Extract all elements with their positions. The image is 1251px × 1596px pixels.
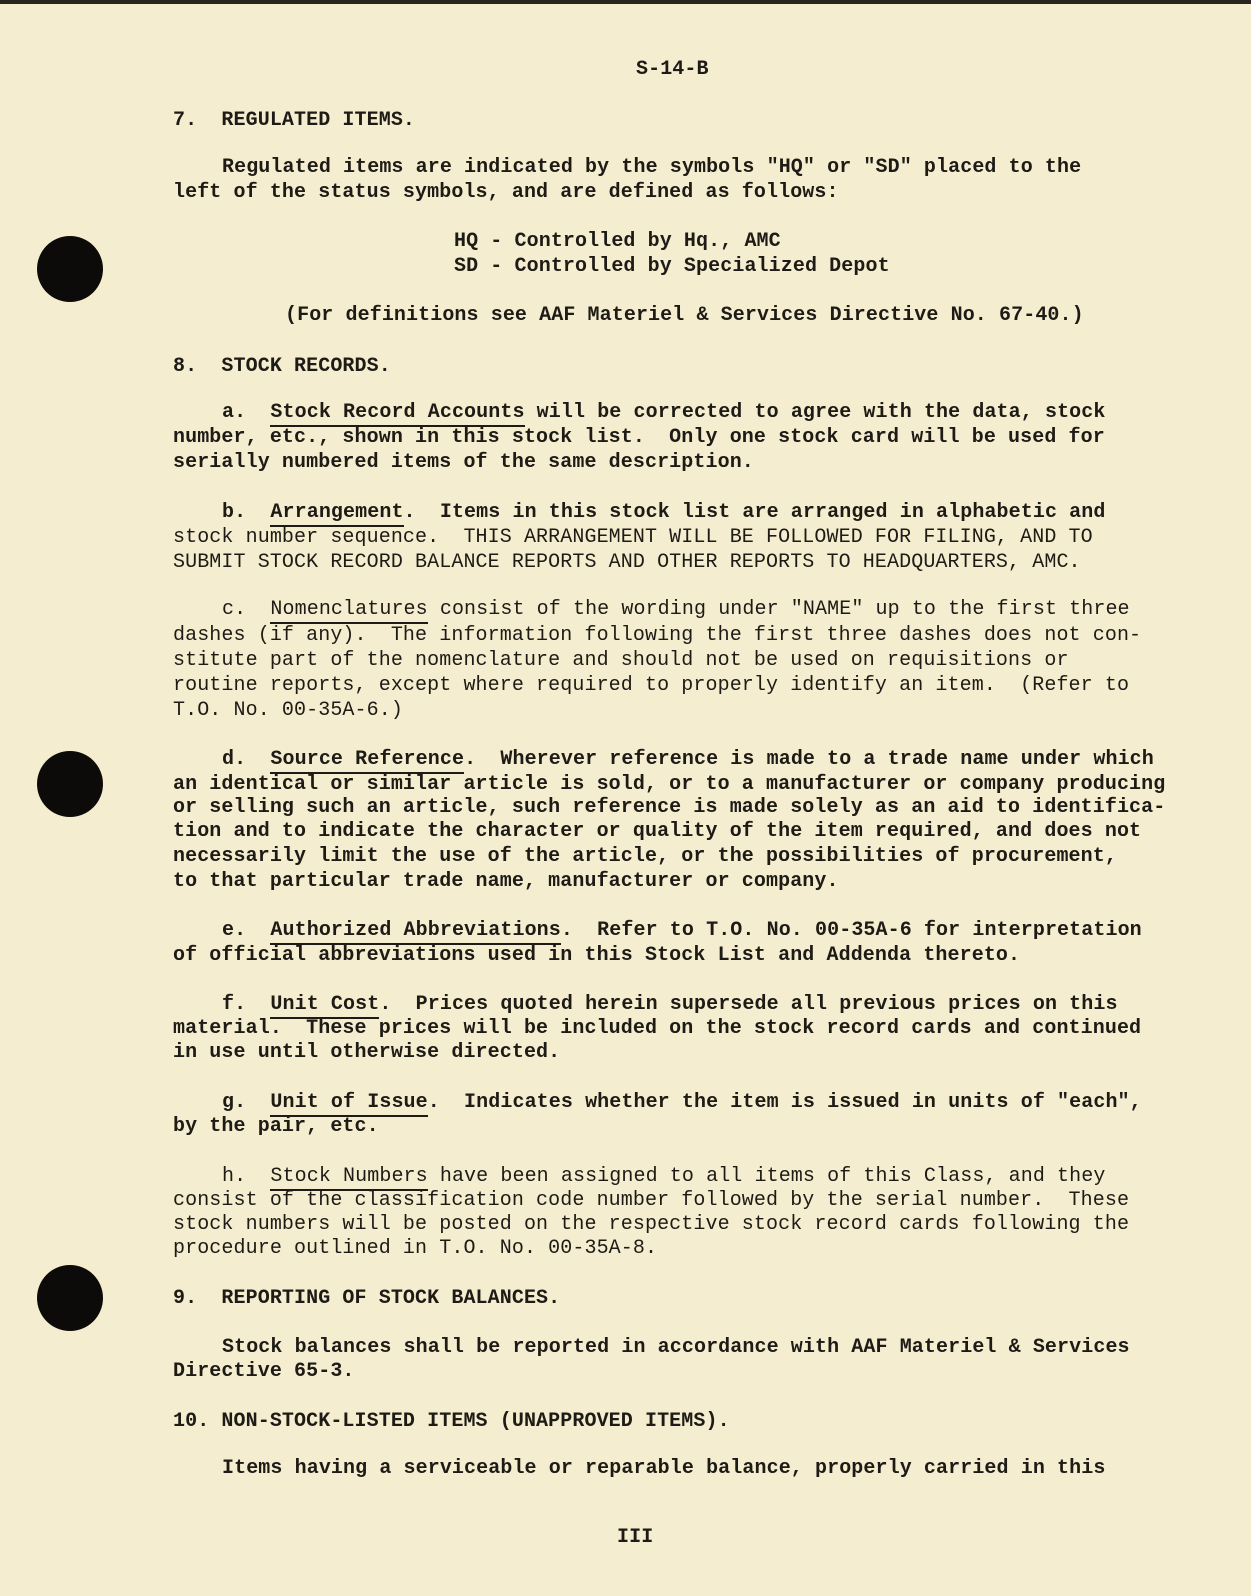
punch-hole [37, 236, 103, 302]
item-heading: Unit Cost [270, 993, 379, 1019]
paragraph-line: T.O. No. 00-35A-6.) [173, 699, 403, 722]
item-text: consist of the wording under "NAME" up to the first three [427, 598, 1130, 621]
item-text: . Indicates whether the item is issued in units of "each", [427, 1091, 1142, 1114]
paragraph-h-line [222, 1165, 1105, 1189]
document-code: S-14-B [636, 58, 709, 81]
section-9-title: 9. REPORTING OF STOCK BALANCES. [173, 1287, 561, 1310]
item-heading: Stock Record Accounts [270, 401, 524, 427]
item-label: c. [222, 598, 271, 621]
paragraph-b-line [222, 501, 1105, 525]
section-10-title: 10. NON-STOCK-LISTED ITEMS (UNAPPROVED ITEMS). [173, 1410, 730, 1433]
paragraph-line: or selling such an article, such reference is made solely as an aid to identifica- [173, 796, 1166, 819]
paragraph-e-line [222, 919, 1142, 943]
paragraph-line: Regulated items are indicated by the symbols "HQ" or "SD" placed to the [222, 156, 1082, 179]
paragraph-line: procedure outlined in T.O. No. 00-35A-8. [173, 1237, 658, 1260]
punch-hole [37, 1265, 103, 1331]
paragraph-line: Items having a serviceable or reparable balance, properly carried in this [222, 1457, 1106, 1480]
definitions-note: (For definitions see AAF Materiel & Services Directive No. 67-40.) [285, 304, 1084, 327]
item-text: . Refer to T.O. No. 00-35A-6 for interpretation [560, 919, 1142, 942]
page-number: III [617, 1526, 654, 1549]
item-heading: Source Reference [270, 748, 464, 774]
paragraph-line: SUBMIT STOCK RECORD BALANCE REPORTS AND OTHER REPORTS TO HEADQUARTERS, AMC. [173, 551, 1081, 574]
paragraph-line: of official abbreviations used in this Stock List and Addenda thereto. [173, 944, 1021, 967]
paragraph-c-line [222, 598, 1130, 622]
item-text: . Wherever reference is made to a trade name under which [464, 748, 1154, 771]
paragraph-line: dashes (if any). The information following the first three dashes does not con- [173, 624, 1142, 647]
paragraph-line: Directive 65-3. [173, 1360, 355, 1383]
paragraph-a-line [222, 401, 1105, 425]
item-label: f. [222, 993, 271, 1016]
paragraph-line: stock number sequence. THIS ARRANGEMENT WILL BE FOLLOWED FOR FILING, AND TO [173, 526, 1093, 549]
paragraph-line: consist of the classification code number followed by the serial number. These [173, 1189, 1130, 1212]
item-text: . Prices quoted herein supersede all previous prices on this [379, 993, 1118, 1016]
paragraph-line: material. These prices will be included on the stock record cards and continued [173, 1017, 1142, 1040]
paragraph-line: to that particular trade name, manufacturer or company. [173, 870, 839, 893]
paragraph-line: by the pair, etc. [173, 1115, 379, 1138]
definition-hq: HQ - Controlled by Hq., AMC [454, 230, 781, 253]
paragraph-d-line [222, 748, 1154, 772]
definition-sd: SD - Controlled by Specialized Depot [454, 255, 890, 278]
item-heading: Stock Numbers [270, 1165, 427, 1191]
section-8-title: 8. STOCK RECORDS. [173, 355, 391, 378]
paragraph-line: serially numbered items of the same description. [173, 451, 754, 474]
item-heading: Nomenclatures [270, 598, 427, 624]
item-label: b. [222, 501, 271, 524]
paragraph-line: stitute part of the nomenclature and should not be used on requisitions or [173, 649, 1069, 672]
item-heading: Arrangement [270, 501, 403, 527]
paragraph-line: stock numbers will be posted on the respective stock record cards following the [173, 1213, 1130, 1236]
item-label: a. [222, 401, 271, 424]
paragraph-line: number, etc., shown in this stock list. Only one stock card will be used for [173, 426, 1105, 449]
scan-edge [0, 0, 1251, 4]
paragraph-g-line [222, 1091, 1142, 1115]
punch-hole [37, 751, 103, 817]
item-heading: Authorized Abbreviations [270, 919, 560, 945]
paragraph-f-line [222, 993, 1118, 1017]
paragraph-line: routine reports, except where required to properly identify an item. (Refer to [173, 674, 1130, 697]
item-text: will be corrected to agree with the data, stock [524, 401, 1106, 424]
item-label: g. [222, 1091, 271, 1114]
item-text: have been assigned to all items of this Class, and they [427, 1165, 1106, 1188]
paragraph-line: an identical or similar article is sold, or to a manufacturer or company producing [173, 773, 1166, 796]
item-text: . Items in this stock list are arranged in alphabetic and [403, 501, 1106, 524]
item-label: h. [222, 1165, 271, 1188]
section-7-title: 7. REGULATED ITEMS. [173, 109, 416, 132]
item-label: d. [222, 748, 271, 771]
paragraph-line: in use until otherwise directed. [173, 1041, 561, 1064]
paragraph-line: necessarily limit the use of the article, or the possibilities of procurement, [173, 845, 1117, 868]
paragraph-line: left of the status symbols, and are defined as follows: [173, 181, 839, 204]
paragraph-line: tion and to indicate the character or quality of the item required, and does not [173, 820, 1142, 843]
item-heading: Unit of Issue [270, 1091, 427, 1117]
paragraph-line: Stock balances shall be reported in accordance with AAF Materiel & Services [222, 1336, 1130, 1359]
item-label: e. [222, 919, 271, 942]
